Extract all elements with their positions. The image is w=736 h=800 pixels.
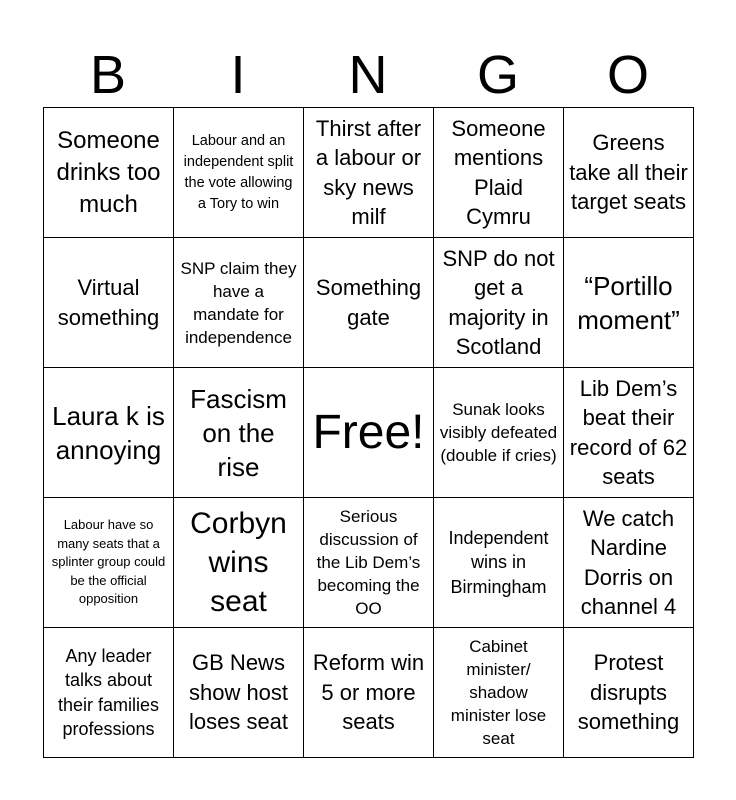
bingo-cell[interactable]: [44, 498, 174, 628]
cell-text: Fascism on the rise: [190, 383, 287, 482]
bingo-header: [43, 42, 693, 108]
cell-text: Serious discussion of the Lib Dem’s becoming the OO: [316, 507, 421, 618]
bingo-cell[interactable]: [174, 238, 304, 368]
cell-text: GB News show host loses seat: [188, 650, 289, 735]
cell-text: Greens take all their target seats: [569, 130, 688, 215]
cell-text: We catch Nardine Dorris on channel 4: [580, 505, 677, 619]
cell-text: “Portillo moment”: [577, 270, 680, 335]
bingo-cell[interactable]: [174, 498, 304, 628]
bingo-cell[interactable]: [44, 108, 174, 238]
bingo-cell[interactable]: [434, 628, 564, 758]
cell-text: Sunak looks visibly defeated (double if cries): [439, 400, 558, 465]
bingo-cell[interactable]: [174, 368, 304, 498]
cell-text: Any leader talks about their families professions: [57, 645, 160, 739]
cell-text: Independent wins in Birmingham: [448, 527, 549, 597]
bingo-cell[interactable]: [174, 628, 304, 758]
header-letter-n: N: [348, 45, 388, 105]
cell-text: Protest disrupts something: [577, 650, 680, 735]
cell-text: Virtual something: [57, 275, 160, 330]
cell-text: Someone drinks too much: [56, 126, 161, 218]
bingo-cell[interactable]: [564, 628, 694, 758]
bingo-cell[interactable]: [304, 628, 434, 758]
bingo-cell[interactable]: [304, 498, 434, 628]
cell-text: Labour have so many seats that a splinter group could be the official opposition: [51, 517, 166, 607]
cell-text: Lib Dem’s beat their record of 62 seats: [569, 375, 688, 489]
cell-text: Labour and an independent split the vote allowing a Tory to win: [183, 132, 294, 212]
header-letter-g: G: [476, 45, 519, 105]
cell-text: Reform win 5 or more seats: [312, 650, 425, 735]
header-letter-o: O: [606, 45, 649, 105]
cell-text: Thirst after a labour or sky news milf: [315, 115, 422, 229]
bingo-cell[interactable]: [304, 238, 434, 368]
cell-text: Cabinet minister/ shadow minister lose seat: [450, 637, 547, 748]
cell-text: Someone mentions Plaid Cymru: [451, 115, 546, 229]
bingo-cell[interactable]: [434, 108, 564, 238]
bingo-cell[interactable]: [564, 108, 694, 238]
bingo-cell[interactable]: [434, 238, 564, 368]
bingo-grid: [43, 107, 694, 758]
cell-text: Something gate: [315, 275, 422, 330]
bingo-cell[interactable]: [44, 368, 174, 498]
bingo-cell[interactable]: [564, 238, 694, 368]
cell-text: SNP claim they have a mandate for independence: [180, 258, 297, 347]
bingo-cell[interactable]: [44, 628, 174, 758]
header-letter-b: B: [89, 45, 127, 105]
cell-text: Laura k is annoying: [52, 400, 165, 465]
bingo-cell[interactable]: [564, 498, 694, 628]
free-space[interactable]: [304, 368, 434, 498]
bingo-cell[interactable]: [304, 108, 434, 238]
header-letter-i: I: [230, 45, 246, 105]
cell-text: SNP do not get a majority in Scotland: [442, 245, 555, 359]
bingo-cell[interactable]: [434, 368, 564, 498]
bingo-cell[interactable]: [44, 238, 174, 368]
bingo-cell[interactable]: [434, 498, 564, 628]
bingo-cell[interactable]: [564, 368, 694, 498]
bingo-cell[interactable]: [174, 108, 304, 238]
cell-text: Corbyn wins seat: [190, 507, 287, 618]
free-space-text: Free!: [312, 405, 425, 459]
